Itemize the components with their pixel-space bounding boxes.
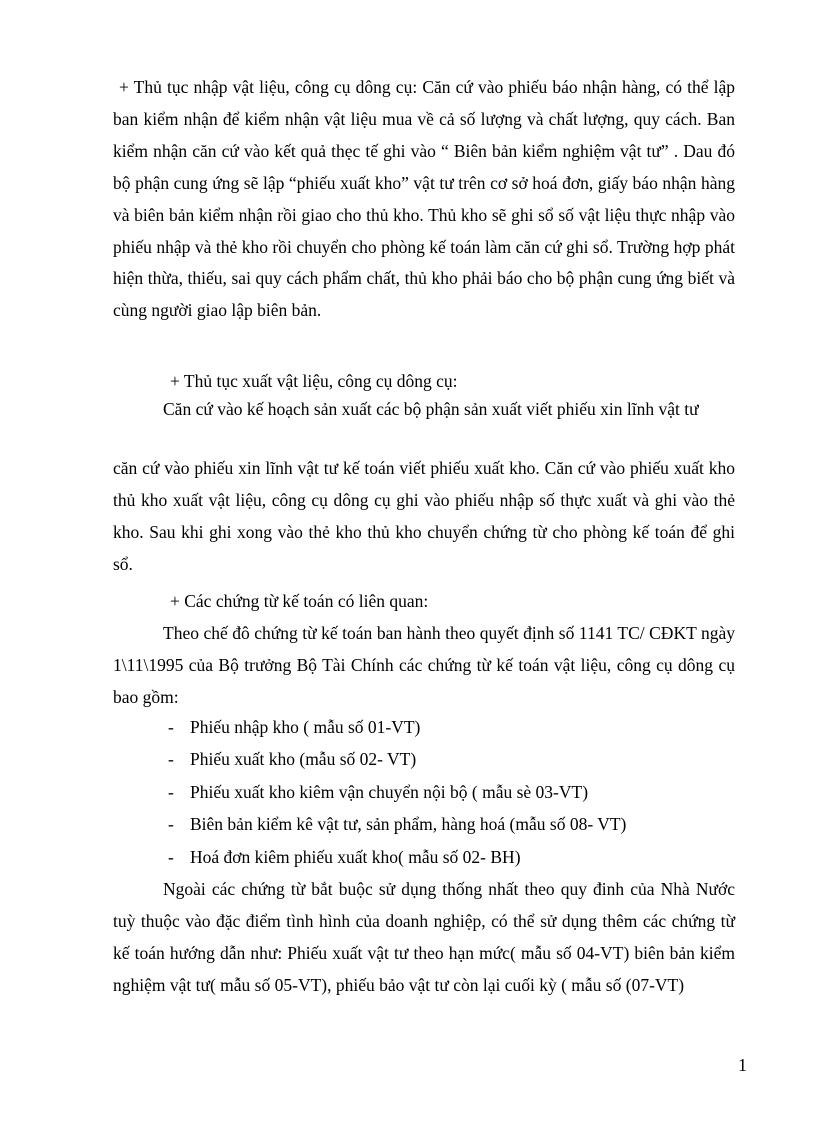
bullet-mark: - — [168, 814, 174, 834]
bullet-mark: - — [168, 847, 174, 867]
list-item-text: Biên bản kiểm kê vật tư, sản phẩm, hàng hoá (mẫu số 08- VT) — [190, 814, 627, 834]
paragraph-receipt-procedure: + Thủ tục nhập vật liệu, công cụ dông cụ: Căn cứ vào phiếu báo nhận hàng, có thể lập ban kiểm nhận để kiểm nhận vật liệu mua về cả số lượng và chất lượng, quy cách. Ban kiểm nhận căn cứ vào kết quả thẹc tế ghi vào “ Biên bản kiểm nghiệm vật tư” . Dau đó bộ phận cung ứng sẽ lập “phiếu xuất kho” vật tư trên cơ sở hoá đơn, giấy báo nhận hàng và biên bản kiểm nhận rồi giao cho thủ kho. Thủ kho sẽ ghi sổ số vật liệu thực nhập vào phiếu nhập và thẻ kho rồi chuyển cho phòng kế toán làm căn cứ ghi sổ. Trường hợp phát hiện thừa, thiếu, sai quy cách phẩm chất, thủ kho phải báo cho bộ phận cung ứng biết và cùng người giao lập biên bản. — [113, 77, 735, 321]
paragraph-issue-procedure-start: Căn cứ vào kế hoạch sản xuất các bộ phận sản xuất viết phiếu xin lĩnh vật tư — [163, 399, 699, 419]
bullet-mark: - — [168, 717, 174, 737]
page-number: 1 — [738, 1055, 747, 1075]
list-item-text: Hoá đơn kiêm phiếu xuất kho( mẫu số 02- BH) — [190, 847, 521, 867]
heading-issue-procedure: + Thủ tục xuất vật liệu, công cụ dông cụ: — [170, 371, 458, 391]
heading-related-documents: + Các chứng từ kế toán có liên quan: — [170, 591, 429, 611]
paragraph-regulation: Theo chế đô chứng từ kế toán ban hành theo quyết định số 1141 TC/ CĐKT ngày 1\11\1995 của Bộ trưởng Bộ Tài Chính các chứng từ kế toán vật liệu, công cụ dông cụ bao gồm: — [113, 623, 735, 707]
bullet-mark: - — [168, 782, 174, 802]
paragraph-issue-procedure: căn cứ vào phiếu xin lĩnh vật tư kế toán viết phiếu xuất kho. Căn cứ vào phiếu xuất kho thủ kho xuất vật liệu, công cụ dông cụ ghi vào phiếu nhập số thực xuất và ghi vào thẻ kho. Sau khi ghi xong vào thẻ kho thủ kho chuyển chứng từ cho phòng kế toán để ghi sổ. — [113, 458, 735, 574]
list-item-text: Phiếu nhập kho ( mẫu số 01-VT) — [190, 717, 421, 737]
paragraph-additional-documents: Ngoài các chứng từ bắt buộc sử dụng thống nhất theo quy đinh của Nhà Nước tuỳ thuộc vào đặc điểm tình hình của doanh nghiệp, có thể sử dụng thêm các chứng từ kế toán hướng dẫn như: Phiếu xuất vật tư theo hạn mức( mẫu số 04-VT) biên bản kiểm nghiệm vật tư( mẫu số 05-VT), phiếu bảo vật tư còn lại cuối kỳ ( mẫu số (07-VT) — [113, 879, 735, 995]
bullet-mark: - — [168, 749, 174, 769]
list-item-text: Phiếu xuất kho (mẫu số 02- VT) — [190, 749, 417, 769]
list-item-text: Phiếu xuất kho kiêm vận chuyển nội bộ ( mẫu sè 03-VT) — [190, 782, 589, 802]
